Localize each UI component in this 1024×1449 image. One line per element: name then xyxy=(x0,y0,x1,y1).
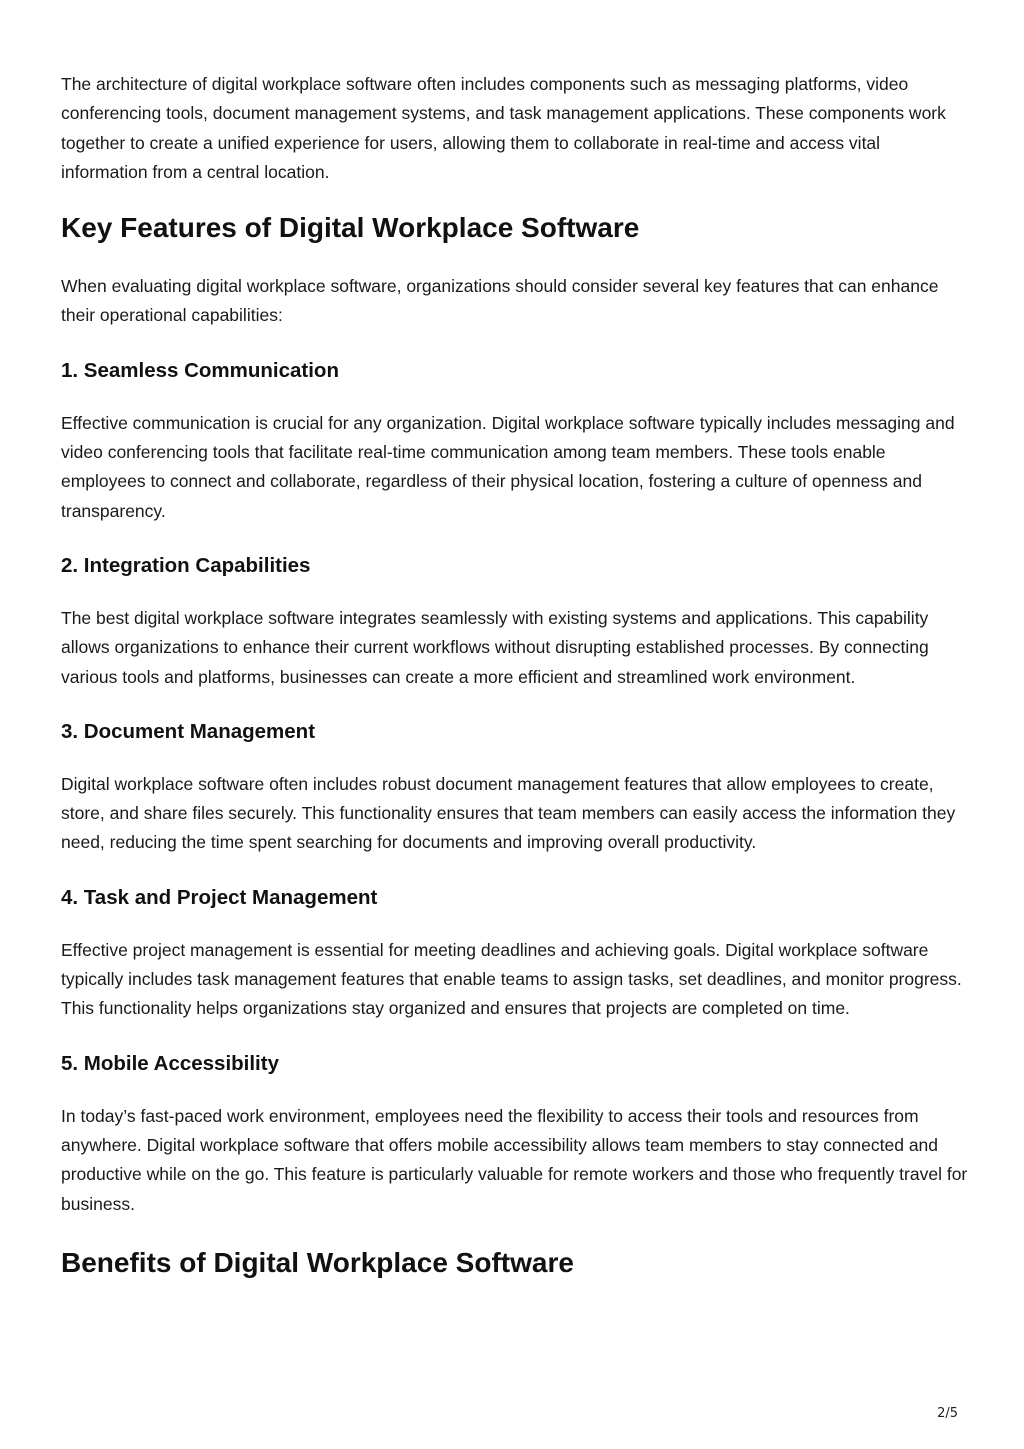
section-title-integration-capabilities: 2. Integration Capabilities xyxy=(61,553,311,577)
section-body-integration-capabilities: The best digital workplace software integrates seamlessly with existing systems and applications. This capability allows organizations to enhance their current workflows without disrupting established processes. By connecting various tools and platforms, businesses can create a more efficient and streamlined work environment. xyxy=(61,607,929,687)
section-title-document-management: 3. Document Management xyxy=(61,719,316,743)
document-page xyxy=(61,70,971,1280)
section-body-seamless-communication: Effective communication is crucial for any organization. Digital workplace software typically includes messaging and video conferencing tools that facilitate real-time communication among team members. These tools enable employees to connect and collaborate, regardless of their physical location, fostering a culture of openness and transparency. xyxy=(61,412,955,521)
section-title-mobile-accessibility: 5. Mobile Accessibility xyxy=(61,1051,279,1075)
benefits-heading: Benefits of Digital Workplace Software xyxy=(61,1246,574,1278)
section-title-seamless-communication: 1. Seamless Communication xyxy=(61,358,339,382)
key-features-heading: Key Features of Digital Workplace Software xyxy=(61,212,640,244)
intro-paragraph: The architecture of digital workplace software often includes components such as messaging platforms, video conferencing tools, document management systems, and task management applications. These components work together to create a unified experience for users, allowing them to collaborate in real-time and access vital information from a central location. xyxy=(61,74,946,182)
key-features-lead-paragraph: When evaluating digital workplace software, organizations should consider several key features that can enhance their operational capabilities: xyxy=(61,276,939,326)
section-body-document-management: Digital workplace software often includes robust document management features that allow employees to create, store, and share files securely. This functionality ensures that team members can easily access the information they need, reducing the time spent searching for documents and improving overall productivity. xyxy=(61,773,956,853)
section-body-task-project-management: Effective project management is essential for meeting deadlines and achieving goals. Digital workplace software typically includes task management features that enable teams to assign tasks, set deadlines, and monitor progress. This functionality helps organizations stay organized and ensures that projects are completed on time. xyxy=(61,939,962,1019)
section-body-mobile-accessibility: In today’s fast-paced work environment, employees need the flexibility to access their tools and resources from anywhere. Digital workplace software that offers mobile accessibility allows team members to stay connected and productive while on the go. This feature is particularly valuable for remote workers and those who frequently travel for business. xyxy=(61,1105,968,1214)
page-number: 2/5 xyxy=(937,1406,958,1421)
section-title-task-project-management: 4. Task and Project Management xyxy=(61,885,378,909)
